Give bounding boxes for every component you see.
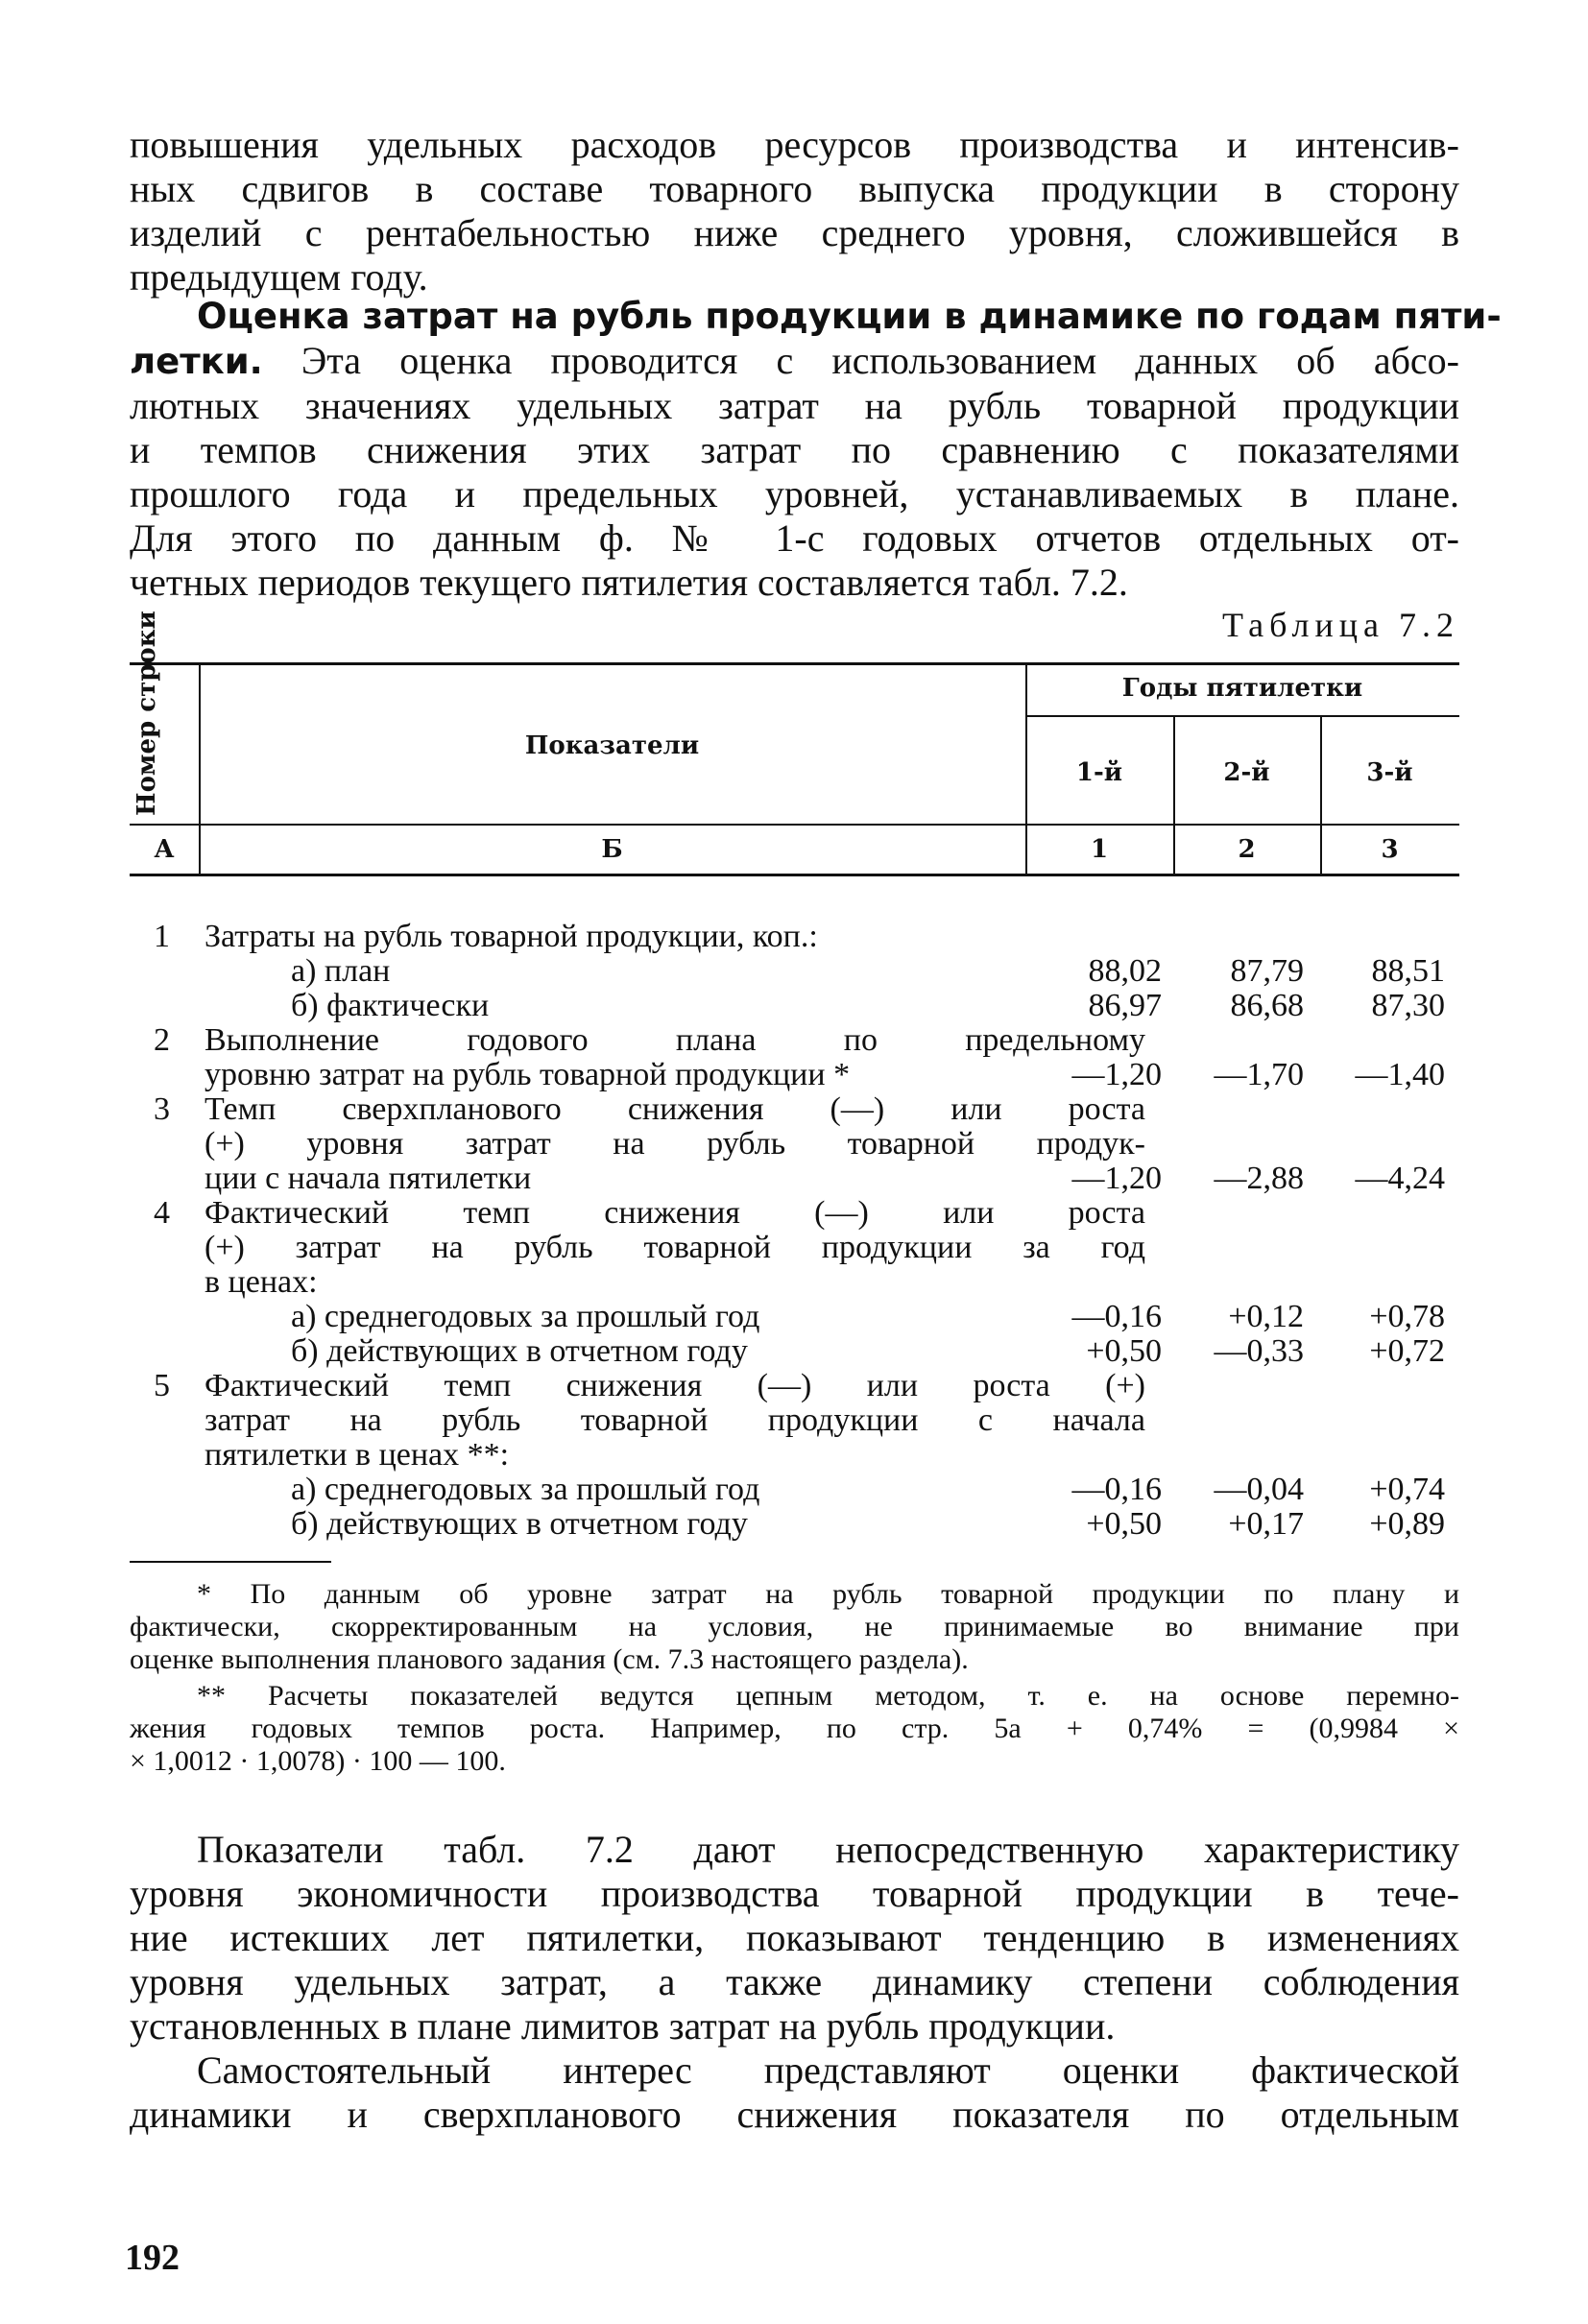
text-line bbox=[130, 339, 1459, 384]
text-line: пятилетки в ценах **: bbox=[205, 1437, 510, 1473]
value-cell: —0,04 bbox=[1214, 1472, 1304, 1507]
value-cell: —1,40 bbox=[1355, 1057, 1445, 1092]
value-cell: —2,88 bbox=[1214, 1161, 1304, 1196]
text-line: Фактический темп снижения (—) или роста (+) bbox=[205, 1368, 1145, 1403]
year-1-header: 1-й bbox=[1075, 758, 1123, 787]
text-line: фактически, скорректированным на условия, не принимаемые во внимание при bbox=[130, 1611, 1459, 1642]
index-cell: 1 bbox=[1090, 835, 1109, 864]
text-line: ** Расчеты показателей ведутся цепным методом, т. е. на основе перемно- bbox=[197, 1680, 1459, 1712]
value-cell: 88,51 bbox=[1371, 953, 1445, 989]
value-cell: —4,24 bbox=[1355, 1161, 1445, 1196]
value-cell: +0,78 bbox=[1369, 1299, 1445, 1334]
row-number: 3 bbox=[154, 1091, 170, 1127]
index-cell: 3 bbox=[1381, 835, 1399, 864]
text-line: Выполнение годового плана по предельному bbox=[205, 1022, 1145, 1058]
table-title: Таблица 7.2 bbox=[1222, 606, 1459, 644]
text-line: Самостоятельный интерес представляют оценки фактической bbox=[197, 2048, 1459, 2092]
header-rule bbox=[130, 824, 1459, 826]
value-cell: —1,20 bbox=[1071, 1161, 1162, 1196]
value-cell: +0,50 bbox=[1086, 1506, 1162, 1542]
text-line: прошлого года и предельных уровней, устанавливаемых в плане. bbox=[130, 472, 1459, 515]
text-line: оценке выполнения планового задания (см. 7.3 настоящего раздела). bbox=[130, 1643, 969, 1675]
text-line: уровню затрат на рубль товарной продукции * bbox=[205, 1057, 851, 1092]
text-line bbox=[130, 294, 1502, 339]
closing-paragraph-1 bbox=[130, 1828, 1459, 2048]
value-cell: —1,70 bbox=[1214, 1057, 1304, 1092]
row-description bbox=[205, 1023, 1145, 1092]
value-cell: +0,72 bbox=[1369, 1333, 1445, 1369]
index-cell: А bbox=[154, 835, 175, 864]
footnote-1 bbox=[130, 1578, 1459, 1676]
text-line: четных периодов текущего пятилетия составляется табл. 7.2. bbox=[130, 561, 1128, 604]
text-line: уровня экономичности производства товарной продукции в тече- bbox=[130, 1872, 1459, 1915]
text-line: Для этого по данным ф. № 1-с годовых отчетов отдельных от- bbox=[130, 516, 1459, 560]
value-cell: 88,02 bbox=[1088, 953, 1162, 989]
text-line: предыдущем году. bbox=[130, 255, 428, 299]
years-group-header: Годы пятилетки bbox=[1121, 674, 1363, 703]
text-line: × 1,0012 · 1,0078) · 100 — 100. bbox=[130, 1745, 506, 1777]
value-cell: 87,79 bbox=[1230, 953, 1304, 989]
text-line: уровня удельных затрат, а также динамику степени соблюдения bbox=[130, 1960, 1459, 2003]
table-top-rule bbox=[130, 662, 1459, 665]
text-line: (+) затрат на рубль товарной продукции за год bbox=[205, 1230, 1145, 1265]
text-line: а) план bbox=[291, 953, 391, 989]
text-segment: Эта оценка проводится с использованием данных об абсо- bbox=[262, 339, 1459, 382]
value-cell: +0,74 bbox=[1369, 1472, 1445, 1507]
row-number: 5 bbox=[154, 1368, 170, 1403]
text-line: * По данным об уровне затрат на рубль товарной продукции по плану и bbox=[197, 1578, 1459, 1610]
row-number: 4 bbox=[154, 1195, 170, 1231]
text-line: затрат на рубль товарной продукции с начала bbox=[205, 1402, 1145, 1438]
index-cell: 2 bbox=[1238, 835, 1256, 864]
intro-paragraph bbox=[130, 123, 1459, 299]
index-rule bbox=[130, 874, 1459, 876]
text-line: изделий с рентабельностью ниже среднего уровня, сложившейся в bbox=[130, 211, 1459, 254]
value-cell: —1,20 bbox=[1071, 1057, 1162, 1092]
row-number: 1 bbox=[154, 919, 170, 954]
text-line: повышения удельных расходов ресурсов производства и интенсив- bbox=[130, 123, 1459, 166]
value-cell: —0,16 bbox=[1071, 1472, 1162, 1507]
value-cell: 86,68 bbox=[1230, 988, 1304, 1023]
text-line: установленных в плане лимитов затрат на рубль продукции. bbox=[130, 2004, 1116, 2048]
value-cell: 86,97 bbox=[1088, 988, 1162, 1023]
value-cell: —0,33 bbox=[1214, 1333, 1304, 1369]
text-line: ции с начала пятилетки bbox=[205, 1161, 532, 1196]
row-description bbox=[205, 920, 1145, 1023]
row-description bbox=[205, 1196, 1145, 1369]
year-3-header: 3-й bbox=[1366, 758, 1413, 787]
footnote-2 bbox=[130, 1680, 1459, 1778]
years-group-rule bbox=[1025, 715, 1459, 717]
text-line: Затраты на рубль товарной продукции, коп.: bbox=[205, 919, 818, 954]
text-line: б) действующих в отчетном году bbox=[291, 1506, 748, 1542]
text-line: лютных значениях удельных затрат на рубль товарной продукции bbox=[130, 384, 1459, 427]
text-line: а) среднегодовых за прошлый год bbox=[291, 1299, 760, 1334]
indicators-header: Показатели bbox=[524, 731, 700, 760]
section-heading: Оценка затрат на рубль продукции в динамике по годам пяти- bbox=[197, 296, 1502, 337]
text-line: ных сдвигов в составе товарного выпуска продукции в сторону bbox=[130, 167, 1459, 210]
text-line: б) действующих в отчетном году bbox=[291, 1333, 748, 1369]
text-line: жения годовых темпов роста. Например, по стр. 5а + 0,74% = (0,9984 × bbox=[130, 1713, 1459, 1744]
section-heading-end: летки. bbox=[130, 341, 263, 382]
text-line: динамики и сверхпланового снижения показателя по отдельным bbox=[130, 2093, 1459, 2136]
page-number: 192 bbox=[125, 2238, 180, 2278]
text-line: Показатели табл. 7.2 дают непосредственную характеристику bbox=[197, 1828, 1459, 1871]
closing-paragraph-2 bbox=[130, 2048, 1459, 2137]
row-number-header bbox=[132, 611, 161, 816]
text-line: (+) уровня затрат на рубль товарной продук- bbox=[205, 1126, 1145, 1162]
text-line: в ценах: bbox=[205, 1264, 318, 1300]
row-description bbox=[205, 1092, 1145, 1196]
row-description bbox=[205, 1369, 1145, 1542]
year-2-header: 2-й bbox=[1223, 758, 1270, 787]
text-line: ние истекших лет пятилетки, показывают тенденцию в изменениях bbox=[130, 1916, 1459, 1959]
value-cell: 87,30 bbox=[1371, 988, 1445, 1023]
text-line: Темп сверхпланового снижения (—) или роста bbox=[205, 1091, 1145, 1127]
text-line: Фактический темп снижения (—) или роста bbox=[205, 1195, 1145, 1231]
value-cell: +0,89 bbox=[1369, 1506, 1445, 1542]
footnote-rule bbox=[130, 1561, 331, 1563]
index-cell: Б bbox=[601, 835, 623, 864]
text-line: б) фактически bbox=[291, 988, 490, 1023]
text-line: и темпов снижения этих затрат по сравнению с показателями bbox=[130, 428, 1459, 471]
value-cell: +0,50 bbox=[1086, 1333, 1162, 1369]
value-cell: +0,17 bbox=[1228, 1506, 1304, 1542]
section-paragraph bbox=[130, 294, 1502, 605]
row-number-header-text: Номер строки bbox=[132, 611, 161, 816]
value-cell: —0,16 bbox=[1071, 1299, 1162, 1334]
value-cell: +0,12 bbox=[1228, 1299, 1304, 1334]
row-number: 2 bbox=[154, 1022, 170, 1058]
text-line: а) среднегодовых за прошлый год bbox=[291, 1472, 760, 1507]
